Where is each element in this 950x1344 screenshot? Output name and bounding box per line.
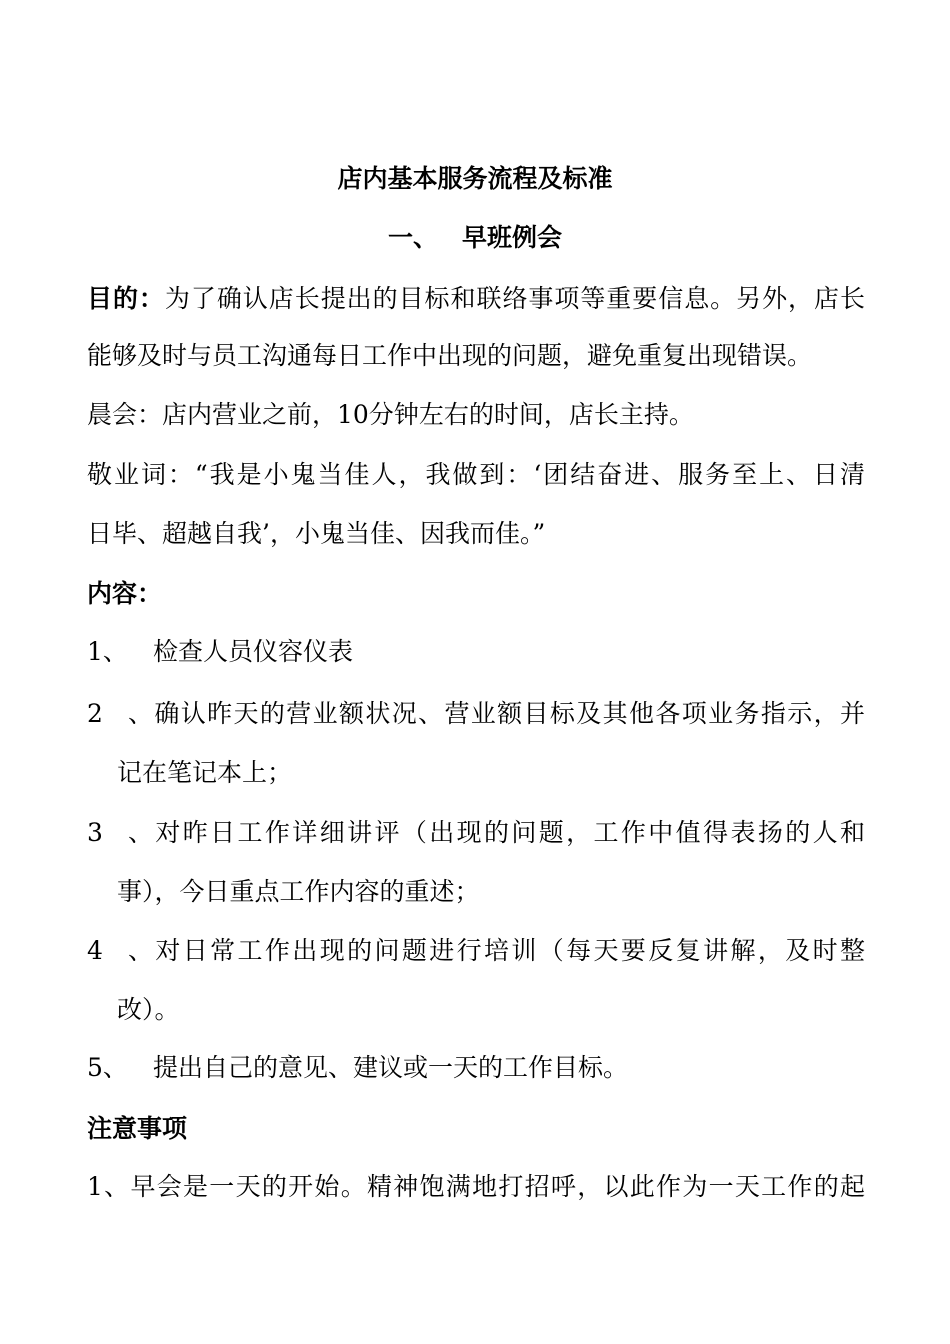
- content-item-number: 1、: [87, 637, 128, 666]
- dedication-text-1: 敬业词：“我是小鬼当佳人，我做到：‘团结奋进、服务至上、日清: [87, 460, 865, 489]
- content-item-3: [87, 816, 865, 850]
- content-item-text: 提出自己的意见、建议或一天的工作目标。: [153, 1053, 629, 1082]
- purpose-label: 目的：: [87, 284, 165, 313]
- purpose-paragraph-line1: [87, 282, 865, 316]
- content-item-number: 5、: [87, 1053, 128, 1082]
- content-item-number: 2、: [87, 699, 153, 728]
- content-item-5: [87, 1051, 865, 1085]
- content-item-3-cont: 事），今日重点工作内容的重述；: [117, 877, 480, 906]
- content-item-text: 确认昨天的营业额状况、营业额目标及其他各项业务指示，并: [153, 699, 865, 728]
- section-number: 一、: [387, 223, 438, 252]
- content-item-text: 检查人员仪容仪表: [153, 637, 354, 666]
- notes-item-1: 1、早会是一天的开始。精神饱满地打招呼，以此作为一天工作的起: [87, 1172, 865, 1201]
- content-item-number: 3、: [87, 818, 153, 847]
- section-heading: [0, 221, 950, 255]
- content-item-2: [87, 697, 865, 731]
- purpose-text-1: 为了确认店长提出的目标和联络事项等重要信息。另外，店长: [164, 284, 865, 313]
- dedication-text-2: 日毕、超越自我’，小鬼当佳、因我而佳。”: [87, 519, 546, 548]
- purpose-text-2: 能够及时与员工沟通每日工作中出现的问题，避免重复出现错误。: [87, 341, 813, 370]
- content-item-4: [87, 934, 865, 968]
- content-item-1: [87, 635, 865, 669]
- content-label: 内容：: [87, 579, 163, 608]
- content-item-number: 4、: [87, 936, 153, 965]
- content-item-text: 对日常工作出现的问题进行培训（每天要反复讲解，及时整: [153, 936, 865, 965]
- section-title: 早班例会: [462, 223, 563, 252]
- document-title: 店内基本服务流程及标准: [337, 164, 613, 193]
- content-item-4-cont: 改）。: [117, 995, 180, 1024]
- morning-meeting-text: 晨会：店内营业之前，10分钟左右的时间，店长主持。: [87, 400, 694, 429]
- content-item-text: 对昨日工作详细讲评（出现的问题，工作中值得表扬的人和: [153, 818, 865, 847]
- content-item-2-cont: 记在笔记本上；: [117, 758, 293, 787]
- notes-label: 注意事项: [87, 1114, 188, 1143]
